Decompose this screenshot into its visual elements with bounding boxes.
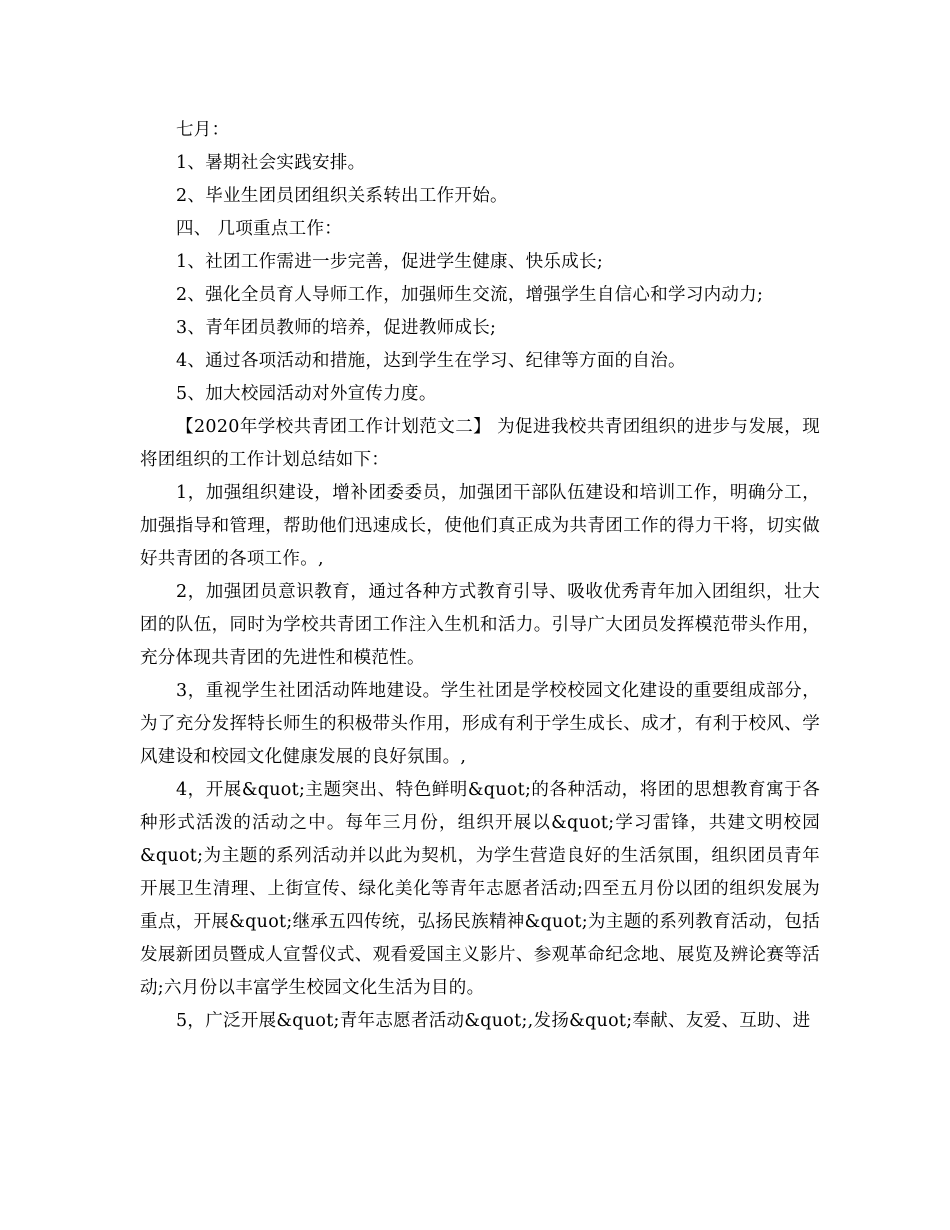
paragraph: 5，广泛开展&quot;青年志愿者活动&quot;,发扬&quot;奉献、友爱、互助、进 <box>176 1011 811 1031</box>
document-body <box>140 114 820 1038</box>
paragraph: 1，加强组织建设，增补团委委员，加强团干部队伍建设和培训工作，明确分工，加强指导和管理，帮助他们迅速成长，使他们真正成为共青团工作的得力干将，切实做好共青团的各项工作。, <box>140 483 820 569</box>
list-item: 1、暑期社会实践安排。 <box>176 153 366 173</box>
heading-july: 七月： <box>176 120 230 140</box>
list-item: 4、通过各项活动和措施，达到学生在学习、纪律等方面的自治。 <box>176 351 686 371</box>
paragraph: 2，加强团员意识教育，通过各种方式教育引导、吸收优秀青年加入团组织，壮大团的队伍，同时为学校共青团工作注入生机和活力。引导广大团员发挥模范带头作用，充分体现共青团的先进性和模范性。 <box>140 582 820 668</box>
section-intro: 【2020年学校共青团工作计划范文二】 为促进我校共青团组织的进步与发展，现将团组织的工作计划总结如下： <box>140 417 820 470</box>
list-item: 2、强化全员育人导师工作，加强师生交流，增强学生自信心和学习内动力; <box>176 285 764 305</box>
list-item: 5、加大校园活动对外宣传力度。 <box>176 384 437 404</box>
paragraph: 4，开展&quot;主题突出、特色鲜明&quot;的各种活动，将团的思想教育寓于各种形式活泼的活动之中。每年三月份，组织开展以&quot;学习雷锋，共建文明校园&quot;为主题的系列活动并以此为契机，为学生营造良好的生活氛围，组织团员青年开展卫生清理、上街宣传、绿化美化等青年志愿者活动;四至五月份以团的组织发展为重点，开展&quot;继承五四传统，弘扬民族精神&quot;为主题的系列教育活动，包括发展新团员暨成人宣誓仪式、观看爱国主义影片、参观革命纪念地、展览及辨论赛等活动;六月份以丰富学生校园文化生活为目的。 <box>140 780 820 998</box>
list-item: 1、社团工作需进一步完善，促进学生健康、快乐成长; <box>176 252 604 272</box>
paragraph: 3，重视学生社团活动阵地建设。学生社团是学校校园文化建设的重要组成部分，为了充分发挥特长师生的积极带头作用，形成有利于学生成长、成才，有利于校风、学风建设和校园文化健康发展的良好氛围。, <box>140 681 820 767</box>
list-item: 3、青年团员教师的培养，促进教师成长; <box>176 318 497 338</box>
section-heading-key-tasks: 四、 几项重点工作： <box>176 219 343 239</box>
list-item: 2、毕业生团员团组织关系转出工作开始。 <box>176 186 508 206</box>
